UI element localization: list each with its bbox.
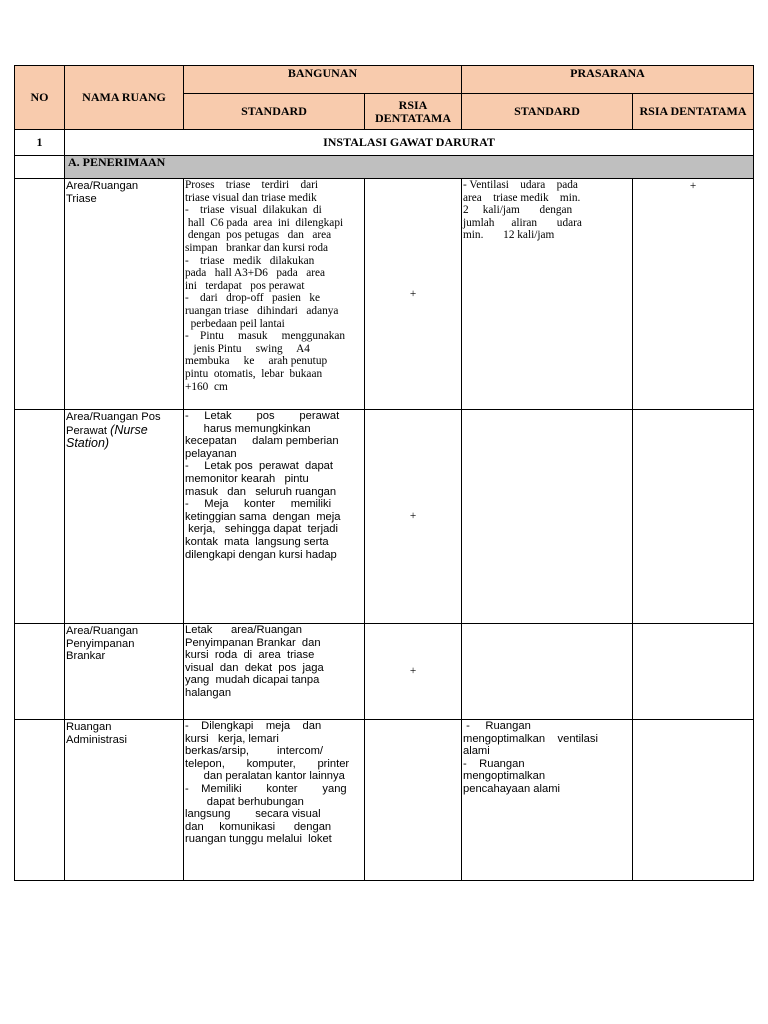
standard-text-line: Proses triase terdiri dari: [185, 179, 319, 191]
standard-text-line: - triase medik dilakukan: [185, 254, 315, 267]
standard-text-line: kerja, sehingga dapat terjadi: [185, 523, 338, 536]
standard-text-line: dan komunikasi dengan: [185, 820, 332, 833]
prasarana-rsia-mark: [633, 624, 754, 720]
prasarana-standard-cell: [462, 179, 633, 410]
bangunan-standard-cell: [184, 720, 365, 881]
standard-text-line: kursi roda di area triase: [185, 649, 315, 662]
standard-text-line: ruangan triase dihindari adanya: [185, 304, 339, 317]
prasarana-standard-cell: [462, 720, 633, 881]
standard-text-line: pintu otomatis, lebar bukaan: [185, 367, 323, 380]
standard-text-line: alami: [463, 745, 490, 758]
standard-text-line: yang mudah dicapai tanpa: [185, 674, 320, 687]
standard-text-line: dilengkapi dengan kursi hadap: [185, 548, 337, 561]
standard-text-line: jenis Pintu swing A4: [185, 342, 310, 355]
bangunan-rsia-mark: +: [365, 179, 462, 410]
standard-text-line: - Dilengkapi meja dan: [185, 720, 322, 732]
row-number-cell: [15, 410, 65, 624]
prasarana-rsia-mark: [633, 720, 754, 881]
standard-text-line: triase visual dan triase medik: [185, 191, 317, 204]
standard-text-line: kursi kerja, lemari: [185, 732, 279, 745]
standard-text-line: - Letak pos perawat: [185, 410, 340, 422]
standard-text-line: kontak mata langsung serta: [185, 535, 329, 548]
standard-text-line: dengan pos petugas dan area: [185, 229, 332, 242]
room-name-cell: [65, 624, 184, 720]
standard-text-line: memonitor kearah pintu: [185, 472, 309, 485]
header-prasarana-standard: STANDARD: [462, 94, 633, 130]
table-row: [15, 720, 754, 881]
prasarana-standard-cell: [462, 624, 633, 720]
prasarana-rsia-mark: +: [633, 179, 754, 410]
standard-text-line: membuka ke arah penutup: [185, 355, 328, 368]
standard-text-line: 2 kali/jam dengan: [463, 204, 573, 217]
room-name-line: Administrasi: [66, 733, 127, 746]
room-name-line: Penyimpanan: [66, 637, 135, 650]
standard-text-line: +160 cm: [185, 380, 228, 393]
standard-text-line: min. 12 kali/jam: [463, 229, 555, 242]
bangunan-standard-cell: [184, 179, 365, 410]
standard-text-line: masuk dan seluruh ruangan: [185, 485, 337, 498]
standard-text-line: - Memiliki konter yang: [185, 782, 347, 795]
room-name-line: [66, 424, 182, 451]
room-name-line: Area/Ruangan: [66, 180, 139, 192]
standard-text-line: langsung secara visual: [185, 808, 321, 821]
facility-standards-table: [14, 65, 754, 881]
bangunan-rsia-mark: +: [365, 624, 462, 720]
bangunan-standard-cell: [184, 624, 365, 720]
table-row: [15, 179, 754, 410]
room-name-line: Area/Ruangan Pos: [66, 411, 161, 423]
subsection-title: A. PENERIMAAN: [65, 156, 754, 179]
standard-text-line: halangan: [185, 686, 232, 699]
standard-text-line: pelayanan: [185, 447, 237, 460]
bangunan-standard-cell: [184, 410, 365, 624]
section-number: 1: [15, 130, 65, 156]
standard-text-line: ruangan tunggu melalui loket: [185, 833, 332, 846]
table-row: [15, 624, 754, 720]
standard-text-line: mengoptimalkan: [463, 770, 546, 783]
standard-text-line: dapat berhubungan: [185, 795, 304, 808]
standard-text-line: berkas/arsip, intercom/: [185, 745, 324, 758]
standard-text-line: visual dan dekat pos jaga: [185, 661, 324, 674]
standard-text-line: dan peralatan kantor lainnya: [185, 770, 345, 783]
room-name-cell: [65, 410, 184, 624]
prasarana-rsia-mark: [633, 410, 754, 624]
empty-cell: [15, 156, 65, 179]
standard-text-line: Letak area/Ruangan: [185, 624, 302, 636]
standard-text-line: pada hall A3+D6 pada area: [185, 267, 325, 280]
standard-text-line: kecepatan dalam pemberian: [185, 435, 339, 448]
header-no: NO: [15, 66, 65, 130]
standard-text-line: perbedaan peil lantai: [185, 317, 285, 330]
section-title: INSTALASI GAWAT DARURAT: [65, 130, 754, 156]
room-name-line: Brankar: [66, 650, 106, 663]
room-name-italic: (Nurse Station): [66, 422, 152, 451]
table-row: [15, 410, 754, 624]
header-bangunan: BANGUNAN: [184, 66, 462, 94]
header-bangunan-standard: STANDARD: [184, 94, 365, 130]
standard-text-line: - dari drop-off pasien ke: [185, 292, 320, 305]
row-number-cell: [15, 720, 65, 881]
room-name-line: Triase: [66, 192, 97, 205]
standard-text-line: pencahayaan alami: [463, 782, 561, 795]
standard-text-line: telepon, komputer, printer: [185, 757, 350, 770]
standard-text-line: harus memungkinkan: [185, 422, 311, 435]
standard-text-line: Penyimpanan Brankar dan: [185, 636, 321, 649]
header-prasarana: PRASARANA: [462, 66, 754, 94]
header-prasarana-rsia: RSIA DENTATAMA: [633, 94, 754, 130]
standard-text-line: - Pintu masuk menggunakan: [185, 330, 346, 343]
standard-text-line: - Letak pos perawat dapat: [185, 460, 334, 473]
standard-text-line: - Meja konter memiliki: [185, 498, 332, 511]
standard-text-line: area triase medik min.: [463, 191, 581, 204]
room-name-line: Area/Ruangan: [66, 625, 139, 637]
standard-text-line: hall C6 pada area ini dilengkapi: [185, 216, 344, 229]
standard-text-line: - Ventilasi udara pada: [463, 179, 578, 191]
standard-text-line: simpan brankar dan kursi roda: [185, 241, 329, 254]
bangunan-rsia-mark: +: [365, 410, 462, 624]
standard-text-line: - triase visual dilakukan di: [185, 204, 322, 217]
header-bangunan-rsia: RSIA DENTATAMA: [365, 94, 462, 130]
prasarana-standard-cell: [462, 410, 633, 624]
header-nama-ruang: NAMA RUANG: [65, 66, 184, 130]
room-name-line: Ruangan: [66, 721, 112, 733]
standard-text-line: ini terdapat pos perawat: [185, 279, 305, 292]
row-number-cell: [15, 179, 65, 410]
standard-text-line: mengoptimalkan ventilasi: [463, 732, 598, 745]
standard-text-line: jumlah aliran udara: [463, 216, 582, 229]
room-name-cell: [65, 179, 184, 410]
standard-text-line: - Ruangan: [463, 757, 525, 770]
room-name-part: Perawat: [66, 424, 111, 437]
room-name-cell: [65, 720, 184, 881]
row-number-cell: [15, 624, 65, 720]
standard-text-line: ketinggian sama dengan meja: [185, 510, 341, 523]
standard-text-line: - Ruangan: [463, 720, 531, 732]
bangunan-rsia-mark: [365, 720, 462, 881]
